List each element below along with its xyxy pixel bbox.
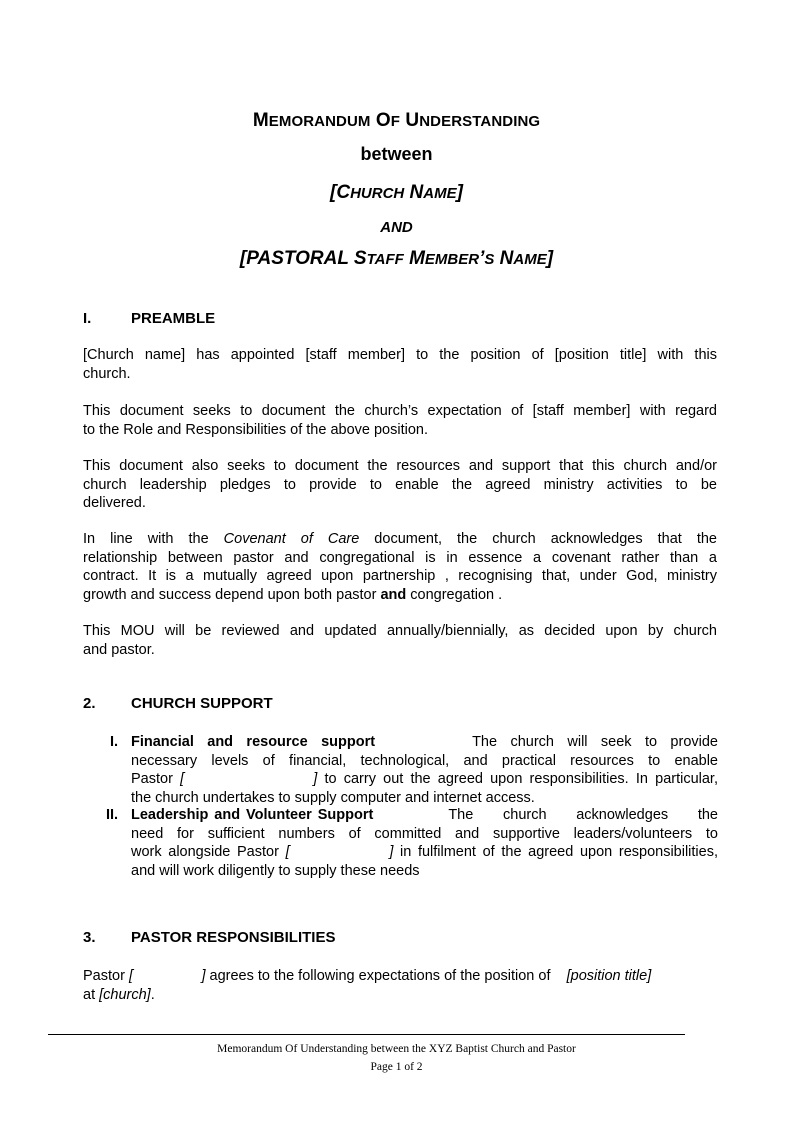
title-letter: N xyxy=(499,248,514,269)
title-staff-name xyxy=(0,248,793,270)
text-run: . xyxy=(150,986,155,1003)
section-title: PASTOR RESPONSIBILITIES xyxy=(131,929,336,946)
text-line xyxy=(131,843,718,862)
text-line xyxy=(83,967,717,986)
list-item-leadership-support xyxy=(106,806,718,880)
paragraph-pastor-agreement xyxy=(83,967,717,1004)
text-line xyxy=(131,770,718,789)
section-number: 3. xyxy=(83,929,96,946)
title-text: S xyxy=(484,251,495,268)
list-item-title: Leadership and Volunteer Support xyxy=(131,807,374,823)
text-line: and pastor. xyxy=(83,641,155,658)
section-number: 2. xyxy=(83,695,96,712)
text-run: In line with the xyxy=(83,531,224,547)
title-letter: N xyxy=(409,182,424,203)
paragraph-appointment xyxy=(83,346,717,383)
title-text: EMBER xyxy=(424,251,480,268)
pastor-name-placeholder: [ ] xyxy=(285,844,394,861)
title-text: ] xyxy=(456,182,463,203)
footer-document-title: Memorandum Of Understanding between the XYZ Baptist Church and Pastor xyxy=(217,1043,576,1055)
list-item-number: II. xyxy=(106,807,119,823)
text-line xyxy=(83,986,717,1005)
text-line: This document also seeks to document the resources and support that this church and/or xyxy=(83,458,717,474)
text-run: work alongside Pastor xyxy=(131,844,286,861)
text-run: at xyxy=(83,986,100,1003)
pastor-name-placeholder: [ ] xyxy=(128,968,206,984)
text-line: relationship between pastor and congregational is in essence a covenant rather than a xyxy=(83,549,717,566)
section-number: I. xyxy=(83,310,92,327)
title-between: between xyxy=(360,144,433,164)
text-run: agrees to the following expectations of the position of xyxy=(205,968,567,984)
text-run: to carry out the agreed upon responsibilities. In particular, xyxy=(317,771,718,788)
title-text: ] xyxy=(546,248,554,269)
text-line xyxy=(131,733,718,752)
section-heading-preamble xyxy=(83,310,215,327)
title-and: AND xyxy=(380,219,413,236)
text-line: to the Role and Responsibilities of the above position. xyxy=(83,421,428,438)
text-line: the church undertakes to supply computer and internet access. xyxy=(131,789,535,806)
text-run: document, the church acknowledges that the xyxy=(359,531,717,547)
text-run: growth and success depend upon both pastor xyxy=(83,586,381,603)
text-line: church leadership pledges to provide to enable the agreed ministry activities to be xyxy=(83,476,717,493)
section-heading-church-support xyxy=(83,695,273,712)
covenant-of-care-reference: Covenant of Care xyxy=(223,531,360,547)
title-text: [C xyxy=(330,182,351,203)
text-run: in fulfilment of the agreed upon responsibilities, xyxy=(393,844,718,861)
text-line: delivered. xyxy=(83,495,146,512)
text-line: contract. It is a mutually agreed upon partnership , recognising that, under God, ministry xyxy=(83,568,717,585)
title-text: EMORANDUM xyxy=(268,113,371,130)
pastor-name-placeholder: [ ] xyxy=(180,771,318,788)
text-line xyxy=(131,806,718,825)
title-letter: O xyxy=(375,110,391,131)
list-item-title: Financial and resource support xyxy=(131,734,376,750)
text-run: Pastor xyxy=(131,771,181,788)
footer-page-number: Page 1 of 2 xyxy=(370,1061,423,1073)
title-letter: M xyxy=(252,110,269,131)
text-run: The church will seek to provide xyxy=(472,734,718,750)
position-title-placeholder: [position title] xyxy=(566,968,652,984)
title-text: TAFF xyxy=(366,251,404,268)
text-run-bold: and xyxy=(380,586,407,603)
paragraph-resources xyxy=(83,457,717,513)
text-line xyxy=(83,586,717,605)
text-line: This document seeks to document the church’s expectation of [staff member] with regard xyxy=(83,403,717,419)
footer-divider xyxy=(48,1034,685,1035)
text-line: necessary levels of financial, technological, and practical resources to enable xyxy=(131,752,718,769)
list-item-number: I. xyxy=(110,734,119,750)
title-text: AME xyxy=(423,185,457,202)
text-line: [Church name] has appointed [staff member] to the position of [position title] with this xyxy=(83,347,717,363)
document-title xyxy=(0,110,793,132)
section-title: CHURCH SUPPORT xyxy=(131,695,273,712)
title-church-name xyxy=(0,182,793,204)
title-letter: U xyxy=(405,110,420,131)
title-text: AME xyxy=(513,251,547,268)
title-text: HURCH xyxy=(350,185,405,202)
title-text: [PASTORAL S xyxy=(239,248,367,269)
text-line: need for sufficient numbers of committed and supportive leaders/volunteers to xyxy=(131,825,718,842)
text-run: The church acknowledges the xyxy=(448,807,718,823)
paragraph-covenant xyxy=(83,530,717,604)
title-text: F xyxy=(390,113,401,130)
list-item-financial-support xyxy=(106,733,718,807)
section-heading-pastor-responsibilities xyxy=(83,929,335,946)
title-text: NDERSTANDING xyxy=(419,113,541,130)
text-line xyxy=(83,530,717,549)
text-line: This MOU will be reviewed and updated annually/biennially, as decided upon by church xyxy=(83,623,717,639)
text-run: congregation . xyxy=(406,586,503,603)
section-title: PREAMBLE xyxy=(131,310,216,327)
title-text: ’ xyxy=(479,248,485,269)
paragraph-expectation xyxy=(83,402,717,439)
text-run: Pastor xyxy=(83,968,129,984)
text-line: church. xyxy=(83,365,131,382)
paragraph-review xyxy=(83,622,717,659)
title-letter: M xyxy=(409,248,425,269)
text-line: and will work diligently to supply these needs xyxy=(131,862,420,879)
church-placeholder: [church] xyxy=(99,986,151,1003)
